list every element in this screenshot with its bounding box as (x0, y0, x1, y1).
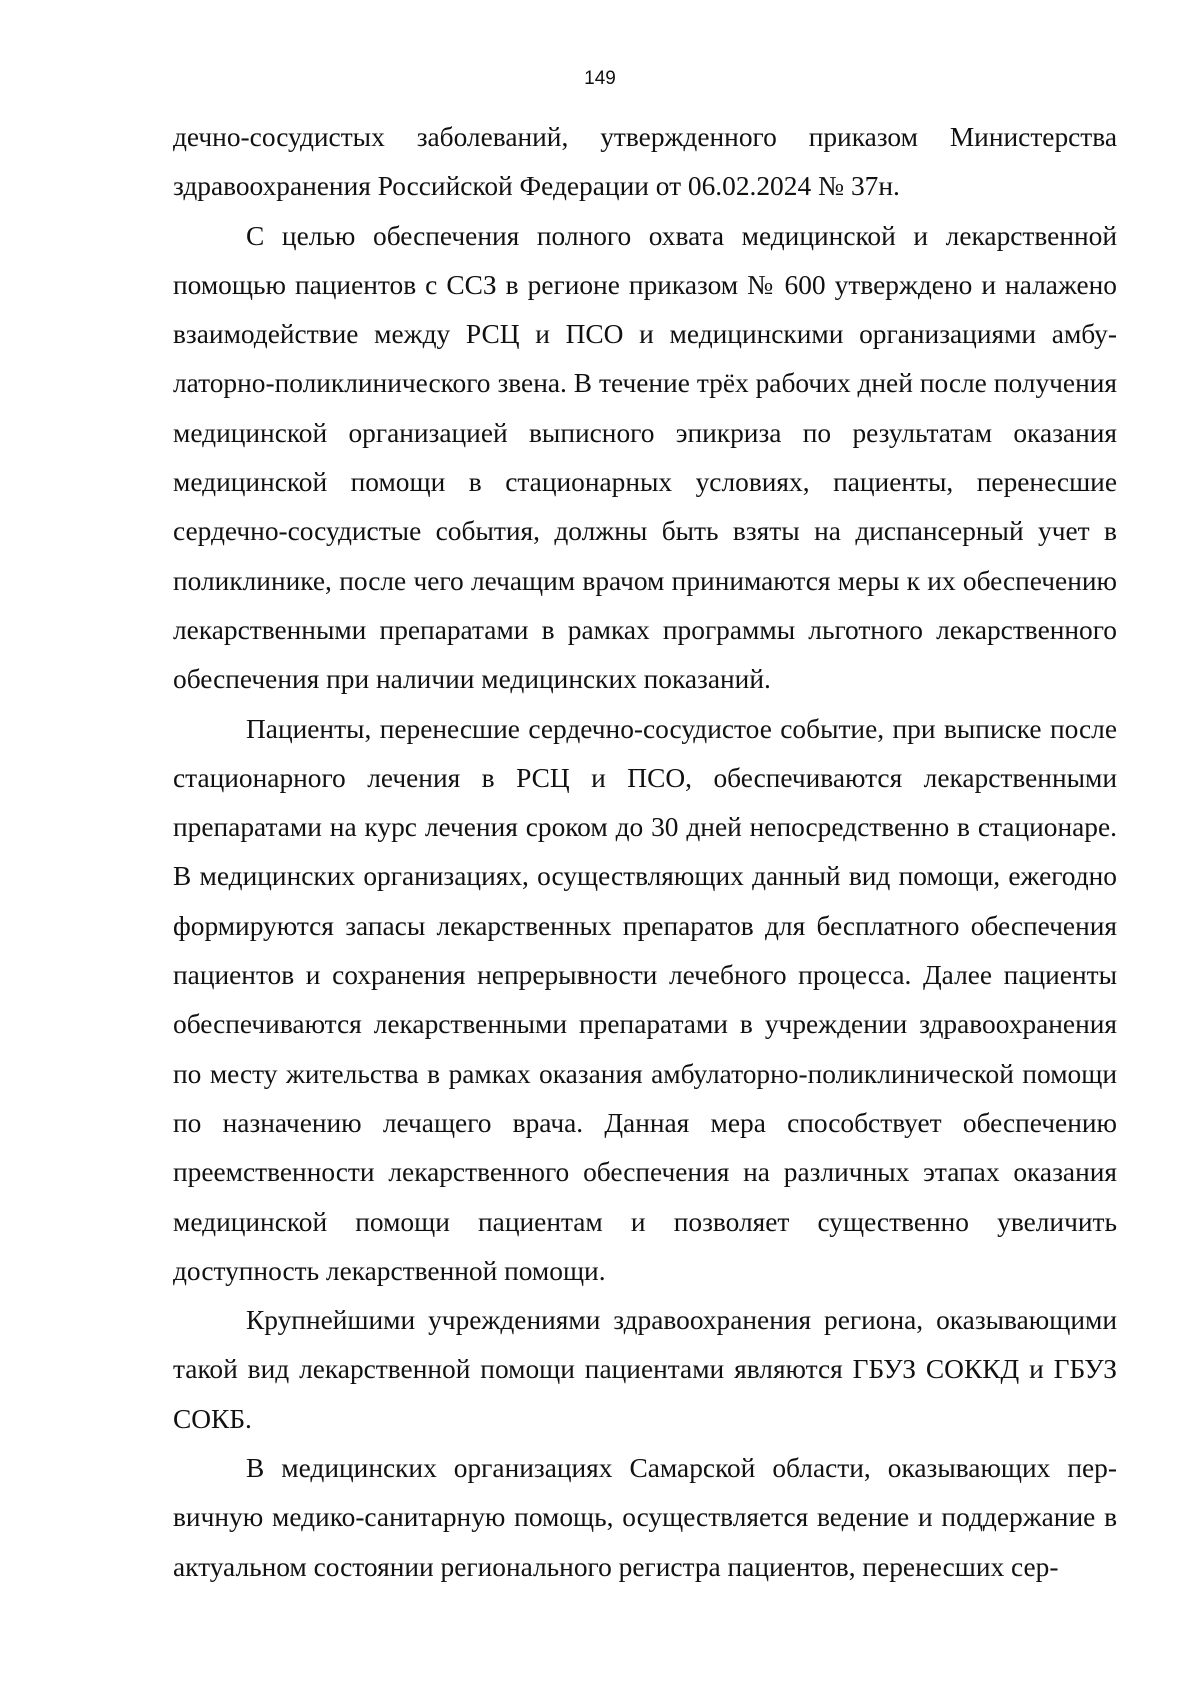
paragraph: Крупнейшими учреждениями здравоохранения региона, оказывающими такой вид лекарственной помощи пациентами являются ГБУЗ СОККД и ГБУЗ СОКБ. (173, 1305, 1117, 1434)
document-body (173, 113, 1117, 1592)
paragraph: В медицинских организациях Самарской области, оказывающих первичную медико-санитарную помощь, осуществляется ведение и поддержание в актуальном состоянии регионального регистра пациентов, перенесших сер- (173, 1453, 1117, 1582)
paragraph-continuation: дечно-сосудистых заболеваний, утвержденного приказом Министерства здравоохранения Российской Федерации от 06.02.2024 № 37н. (173, 122, 1117, 202)
paragraph: С целью обеспечения полного охвата медицинской и лекарственной помощью пациентов с ССЗ в регионе приказом № 600 утверждено и налажено взаимодействие между РСЦ и ПСО и медицинскими организациями амбулаторно-поликлинического звена. В течение трёх рабочих дней после получения медицинской организацией выписного эпикриза по результатам оказания медицинской помощи в стационарных условиях, пациенты, перенесшие сердечно-сосудистые события, должны быть взяты на диспансерный учет в поликлинике, после чего лечащим врачом принимаются меры к их обеспечению лекарственными препаратами в рамках программы льготного лекарственного обеспечения при наличии медицинских показаний. (173, 220, 1117, 695)
page-number: 149 (584, 68, 616, 89)
paragraph: Пациенты, перенесшие сердечно-сосудистое событие, при выписке после стационарного лечения в РСЦ и ПСО, обеспечиваются лекарственными препаратами на курс лечения сроком до 30 дней непосредственно в стационаре. В медицинских организациях, осуществляющих данный вид помощи, ежегодно формируются запасы лекарственных препаратов для бесплатного обеспечения пациентов и сохранения непрерывности лечебного процесса. Далее пациенты обеспечиваются лекарственными препаратами в учреждении здравоохранения по месту жительства в рамках оказания амбулаторно-поликлинической помощи по назначению лечащего врача. Данная мера способствует обеспечению преемственности лекарственного обеспечения на различных этапах оказания медицинской помощи пациентам и позволяет существенно увеличить доступность лекарственной помощи. (173, 713, 1117, 1286)
